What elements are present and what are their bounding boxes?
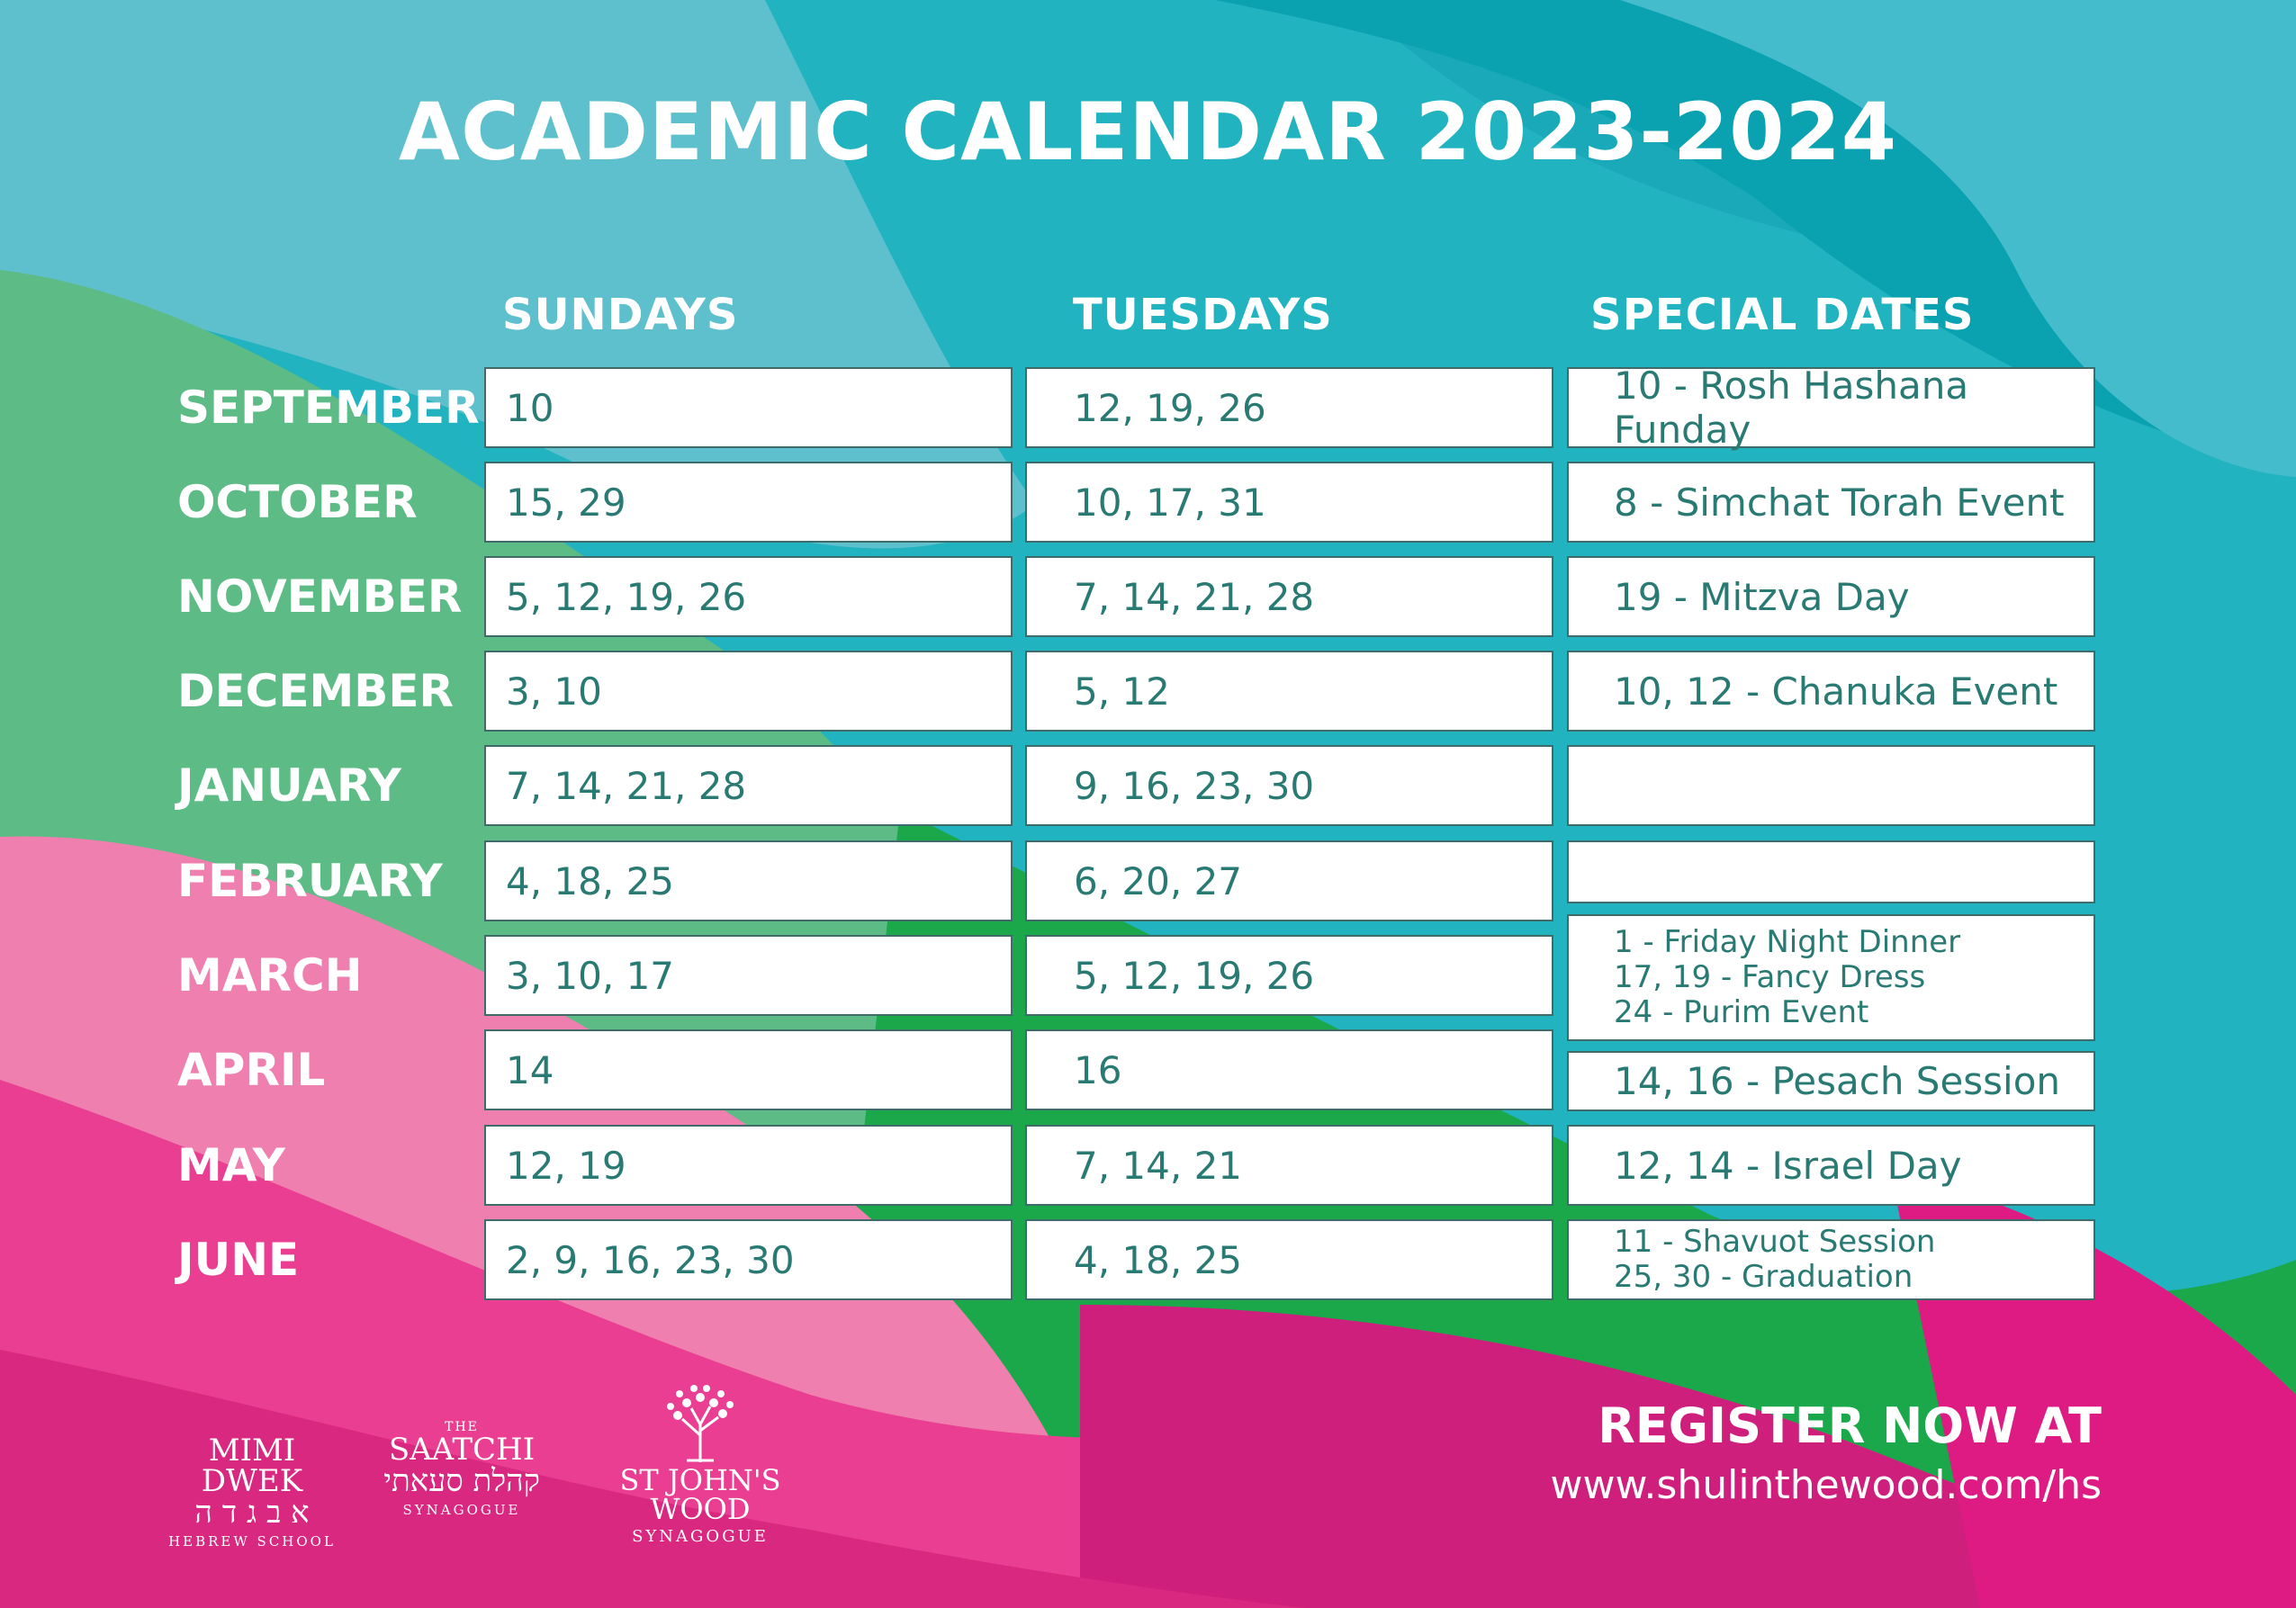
sundays-cell: 4, 18, 25 [484, 840, 1013, 921]
special-date-entry: 25, 30 - Graduation [1614, 1259, 1913, 1295]
sundays-cell: 15, 29 [484, 462, 1013, 543]
month-label: DECEMBER [177, 665, 455, 717]
special-dates-cell [1567, 556, 2095, 637]
saatchi-logo-the: THE [445, 1420, 479, 1434]
saatchi-logo-name: SAATCHI [388, 1432, 536, 1468]
special-date-entry: 14, 16 - Pesach Session [1614, 1059, 2061, 1103]
special-dates-cell [1567, 914, 2095, 1041]
special-date-entry: 11 - Shavuot Session [1614, 1223, 1936, 1260]
stjohns-logo-name: ST JOHN'S WOOD [619, 1463, 781, 1526]
saatchi-logo-hebrew: קהלת סעאתי [383, 1463, 540, 1499]
header-tuesdays: TUESDAYS [1073, 290, 1333, 340]
tuesdays-cell: 12, 19, 26 [1025, 367, 1553, 448]
month-label: MAY [177, 1139, 285, 1191]
register-url[interactable]: www.shulinthewood.com/hs [1550, 1462, 2102, 1508]
sundays-cell: 14 [484, 1029, 1013, 1110]
sundays-cell: 5, 12, 19, 26 [484, 556, 1013, 637]
month-label: FEBRUARY [177, 855, 443, 907]
month-label: APRIL [177, 1044, 326, 1096]
tree-icon [651, 1381, 750, 1462]
tuesdays-cell: 6, 20, 27 [1025, 840, 1553, 921]
header-sundays: SUNDAYS [502, 290, 739, 340]
tuesdays-cell: 4, 18, 25 [1025, 1219, 1553, 1300]
special-dates-cell [1567, 745, 2095, 826]
tuesdays-cell: 9, 16, 23, 30 [1025, 745, 1553, 826]
month-label: JANUARY [177, 759, 401, 812]
sundays-cell: 7, 14, 21, 28 [484, 745, 1013, 826]
saatchi-logo-subtitle: SYNAGOGUE [402, 1502, 521, 1519]
header-special-dates: SPECIAL DATES [1590, 290, 1975, 340]
tuesdays-cell: 16 [1025, 1029, 1553, 1110]
special-dates-cell [1567, 651, 2095, 732]
st-johns-wood-logo [565, 1381, 835, 1546]
mimi-logo-subtitle: HEBREW SCHOOL [168, 1533, 336, 1550]
sundays-cell: 3, 10, 17 [484, 935, 1013, 1016]
tuesdays-cell: 7, 14, 21 [1025, 1125, 1553, 1206]
special-dates-cell [1567, 1125, 2095, 1206]
sundays-cell: 3, 10 [484, 651, 1013, 732]
special-date-entry: 17, 19 - Fancy Dress [1614, 958, 1926, 995]
special-dates-cell [1567, 840, 2095, 903]
month-label: OCTOBER [177, 476, 418, 528]
special-date-entry: 1 - Friday Night Dinner [1614, 923, 1961, 960]
special-date-entry: 24 - Purim Event [1614, 994, 1869, 1031]
special-date-entry: 10, 12 - Chanuka Event [1614, 669, 2058, 714]
special-dates-cell [1567, 364, 2095, 452]
month-label: SEPTEMBER [177, 382, 480, 434]
page-title: ACADEMIC CALENDAR 2023-2024 [399, 85, 1897, 178]
month-label: NOVEMBER [177, 570, 463, 623]
tuesdays-cell: 5, 12 [1025, 651, 1553, 732]
tuesdays-cell: 10, 17, 31 [1025, 462, 1553, 543]
mimi-logo-name: MIMI DWEK [201, 1433, 303, 1499]
mimi-logo-hebrew: א ב ג ד ה [194, 1495, 310, 1531]
special-date-entry: 19 - Mitzva Day [1614, 574, 1910, 619]
special-dates-cell [1567, 1051, 2095, 1111]
special-dates-cell [1567, 1219, 2095, 1300]
special-date-entry: 12, 14 - Israel Day [1614, 1143, 1962, 1188]
tuesdays-cell: 7, 14, 21, 28 [1025, 556, 1553, 637]
special-date-entry: 10 - Rosh Hashana Funday [1614, 364, 1969, 452]
special-date-entry: 8 - Simchat Torah Event [1614, 480, 2065, 525]
stjohns-logo-subtitle: SYNAGOGUE [632, 1527, 769, 1546]
sundays-cell: 2, 9, 16, 23, 30 [484, 1219, 1013, 1300]
sundays-cell: 12, 19 [484, 1125, 1013, 1206]
month-label: MARCH [177, 949, 363, 1002]
saatchi-logo [376, 1420, 547, 1518]
month-label: JUNE [177, 1234, 300, 1286]
tuesdays-cell: 5, 12, 19, 26 [1025, 935, 1553, 1016]
mimi-dwek-logo [167, 1435, 338, 1550]
sundays-cell: 10 [484, 367, 1013, 448]
register-heading: REGISTER NOW AT [1598, 1397, 2102, 1454]
special-dates-cell [1567, 462, 2095, 543]
